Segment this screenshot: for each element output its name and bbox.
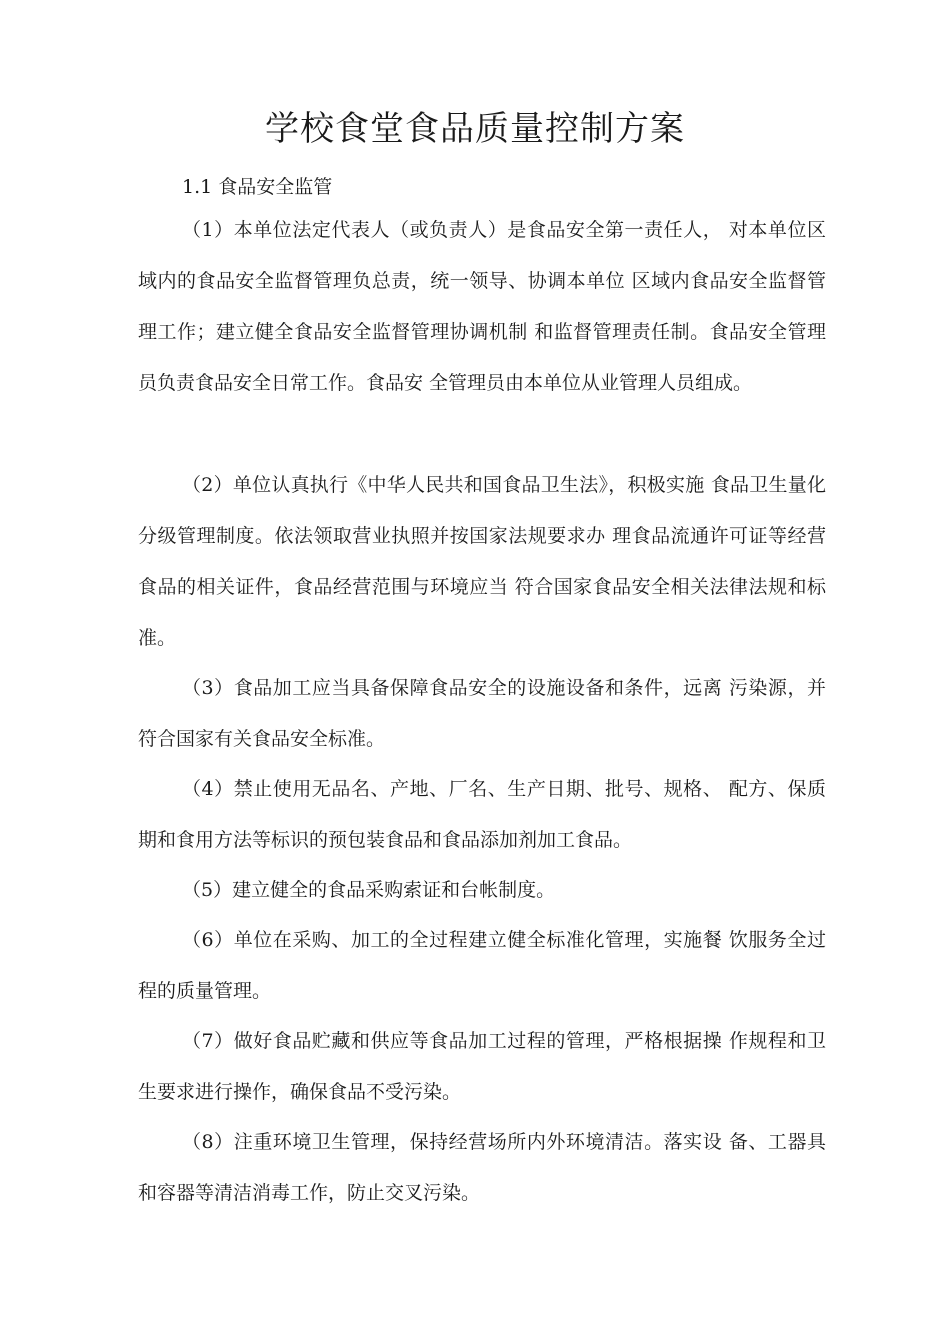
paragraph-3: （3）食品加工应当具备保障食品安全的设施设备和条件，远离 污染源，并符合国家有关食品安全标准。	[138, 677, 826, 750]
paragraph-8: （8）注重环境卫生管理，保持经营场所内外环境清洁。落实设 备、工器具和容器等清洁消毒工作，防止交叉污染。	[138, 1131, 826, 1204]
paragraph-5: （5）建立健全的食品采购索证和台帐制度。	[182, 879, 556, 901]
paragraph-2: （2）单位认真执行《中华人民共和国食品卫生法》，积极实施 食品卫生量化分级管理制度。依法领取营业执照并按国家法规要求办 理食品流通许可证等经营食品的相关证件，食品经营范围与环境应当 符合国家食品安全相关法律法规和标准。	[138, 474, 826, 649]
document-title: 学校食堂食品质量控制方案	[265, 109, 685, 149]
paragraph-1: （1）本单位法定代表人（或负责人）是食品安全第一责任人， 对本单位区域内的食品安全监督管理负总责，统一领导、协调本单位 区域内食品安全监督管理工作；建立健全食品安全监督管理协调机制 和监督管理责任制。食品安全管理员负责食品安全日常工作。食品安 全管理员由本单位从业管理人员组成。	[138, 219, 826, 394]
paragraph-7: （7）做好食品贮藏和供应等食品加工过程的管理，严格根据操 作规程和卫生要求进行操作，确保食品不受污染。	[138, 1030, 826, 1103]
section-heading: 1.1 食品安全监管	[182, 176, 333, 198]
paragraph-4: （4）禁止使用无品名、产地、厂名、生产日期、批号、规格、 配方、保质期和食用方法等标识的预包装食品和食品添加剂加工食品。	[138, 778, 826, 851]
paragraph-6: （6）单位在采购、加工的全过程建立健全标准化管理，实施餐 饮服务全过程的质量管理。	[138, 929, 826, 1002]
